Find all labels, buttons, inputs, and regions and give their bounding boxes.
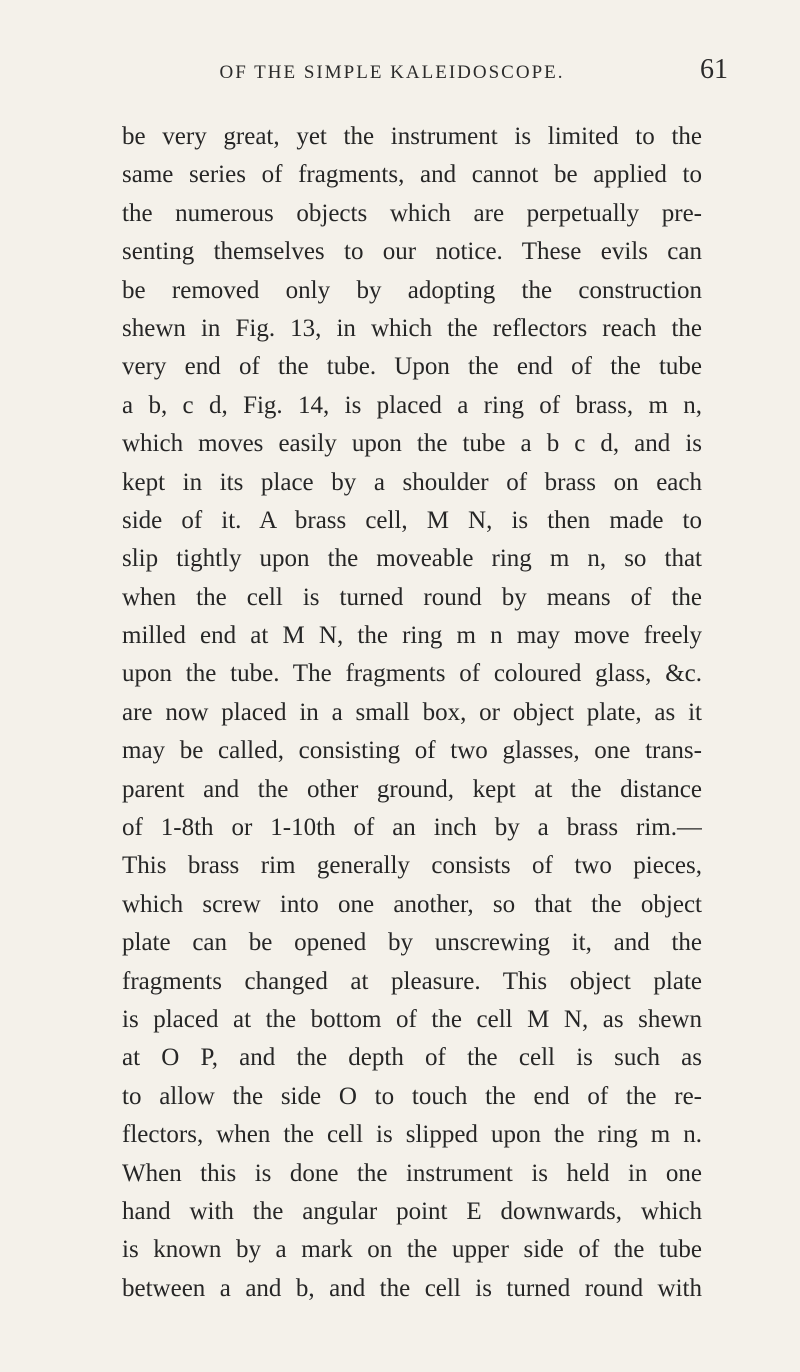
text-line: when the cell is turned round by means of the: [122, 583, 702, 611]
text-line: at O P, and the depth of the cell is such as: [122, 1044, 702, 1072]
text-line: which screw into one another, so that the object: [122, 890, 702, 918]
text-line: is known by a mark on the upper side of the tube: [122, 1236, 702, 1264]
text-line: of 1-8th or 1-10th of an inch by a brass rim.—: [122, 814, 702, 842]
page-number: 61: [700, 54, 728, 85]
text-line: to allow the side O to touch the end of the re-: [122, 1082, 702, 1110]
text-line: be very great, yet the instrument is limited to the: [122, 123, 702, 150]
text-line: This brass rim generally consists of two pieces,: [122, 852, 702, 880]
text-line: may be called, consisting of two glasses, one trans-: [122, 737, 702, 765]
text-line: be removed only by adopting the construction: [122, 276, 702, 304]
body-text: [122, 118, 702, 1308]
text-line: the numerous objects which are perpetually pre-: [122, 199, 702, 227]
running-head: OF THE SIMPLE KALEIDOSCOPE.: [219, 62, 565, 83]
text-line: parent and the other ground, kept at the distance: [122, 775, 702, 803]
text-line: hand with the angular point E downwards, which: [122, 1197, 702, 1225]
text-line: a b, c d, Fig. 14, is placed a ring of brass, m n,: [122, 391, 702, 419]
text-line: flectors, when the cell is slipped upon the ring m n.: [122, 1121, 702, 1149]
text-line: side of it. A brass cell, M N, is then made to: [122, 506, 702, 534]
text-line: between a and b, and the cell is turned round with: [122, 1274, 702, 1302]
text-line: very end of the tube. Upon the end of the tube: [122, 353, 702, 381]
text-line: plate can be opened by unscrewing it, and the: [122, 929, 702, 957]
text-line: milled end at M N, the ring m n may move freely: [122, 622, 702, 650]
text-line: are now placed in a small box, or object plate, as it: [122, 698, 702, 726]
text-line: senting themselves to our notice. These evils can: [122, 238, 702, 266]
text-line: When this is done the instrument is held in one: [122, 1159, 702, 1187]
text-line: slip tightly upon the moveable ring m n, so that: [122, 545, 702, 573]
text-line: is placed at the bottom of the cell M N, as shewn: [122, 1005, 702, 1033]
text-line: shewn in Fig. 13, in which the reflectors reach the: [122, 314, 702, 342]
text-line: fragments changed at pleasure. This object plate: [122, 967, 702, 995]
text-line: upon the tube. The fragments of coloured glass, &c.: [122, 660, 702, 688]
text-line: kept in its place by a shoulder of brass on each: [122, 468, 702, 496]
text-line: same series of fragments, and cannot be applied to: [122, 161, 702, 189]
text-line: which moves easily upon the tube a b c d, and is: [122, 430, 702, 458]
